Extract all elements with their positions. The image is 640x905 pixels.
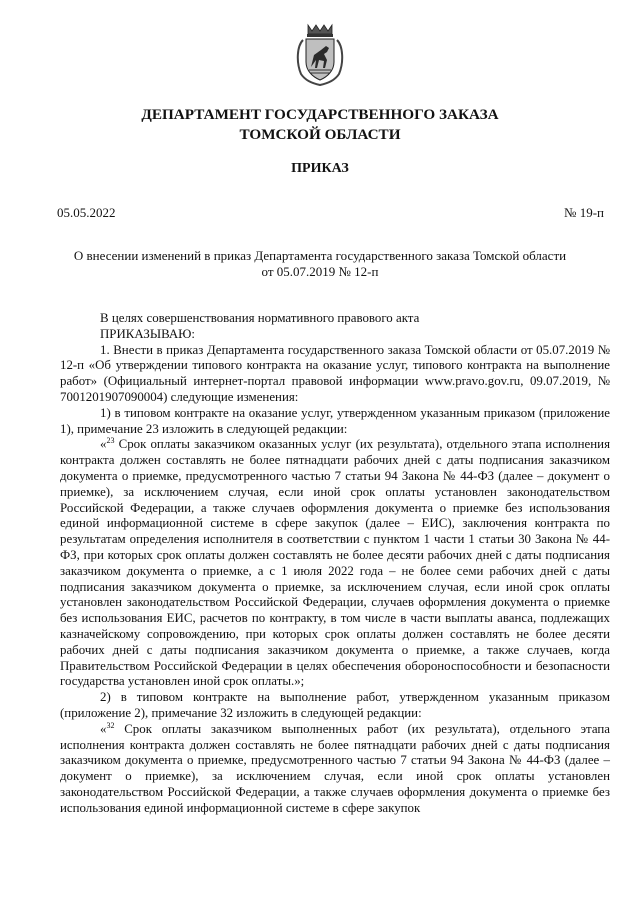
preamble: В целях совершенствования нормативного правового акта: [100, 311, 420, 325]
note-number: 32: [106, 720, 115, 730]
subject-line2: от 05.07.2019 № 12-п: [261, 264, 379, 279]
department-name-line2: ТОМСКОЙ ОБЛАСТИ: [239, 126, 401, 143]
item-1: 1. Внести в приказ Департамента государственного заказа Томской области от 05.07.2019 № 12-п «Об утверждении типового контракта на оказание услуг, типового контракта на выполнение работ» (Официальный интернет-портал правовой информации www.pravo.gov.ru, 09.07.2019, № 7001201907090004) следующие изменения:: [60, 342, 610, 404]
department-name-line1: ДЕПАРТАМЕНТ ГОСУДАРСТВЕННОГО ЗАКАЗА: [141, 106, 499, 123]
subitem-1: 1) в типовом контракте на оказание услуг, утвержденном указанным приказом (приложение 1), примечание 23 изложить в следующей редакции:: [60, 405, 610, 436]
quote-note-32: [60, 722, 610, 817]
tomsk-region-coat-of-arms-icon: [291, 22, 349, 86]
order-word: ПРИКАЗЫВАЮ:: [100, 326, 195, 341]
order-date: 05.05.2022: [57, 205, 116, 220]
note-number: 23: [106, 436, 115, 446]
quote-open: «: [100, 721, 107, 736]
subject-line1: О внесении изменений в приказ Департамента государственного заказа Томской области: [73, 248, 567, 263]
quote-text: Срок оплаты заказчиком оказанных услуг (их результата), отдельного этапа исполнения контракта должен составлять не более пятнадцати рабочих дней с даты подписания заказчиком документа о приемке, предусмотренного частью 7 статьи 94 Закона № 44-ФЗ (далее – документ о приемке), за исключением случая, если иной срок оплаты установлен законодательством Российской Федерации, а также случаев оформления документа о приемке без использования единой информационной системе в сфере закупок (далее – ЕИС), заключения контракта по результатам определения исполнителя в соответствии с пунктом 1 части 1 статьи 30 Закона № 44-ФЗ, при которых срок оплаты должен составлять не более десяти рабочих дней с даты подписания заказчиком документа о приемке, а с 1 июля 2022 года – не более семи рабочих дней с даты подписания заказчиком документа о приемке, за исключением случая, если иной срок оплаты установлен законодательством Российской Федерации, случаев оформления документа о приемке без использования ЕИС, расчетов по контракту, в том числе в части выплаты аванса, подлежащих казначейскому сопровождению, при которых срок оплаты должен составлять не более десяти рабочих дней с даты подписания заказчиком документа о приемке, а также случаев, когда Правительством Российской Федерации в целях обеспечения обороноспособности и безопасности государства установлен иной срок оплаты.»;: [60, 437, 610, 689]
order-number: № 19-п: [564, 205, 604, 220]
quote-text: Срок оплаты заказчиком выполненных работ (их результата), отдельного этапа исполнения контракта должен составлять не более пятнадцати рабочих дней с даты подписания заказчиком документа о приемке, предусмотренного частью 7 статьи 94 Закона № 44-ФЗ (далее – документ о приемке), за исключением случая, если иной срок оплаты установлен законодательством Российской Федерации, а также случаев оформления документа о приемке без использования единой информационной системе в сфере закупок: [60, 721, 610, 815]
document-type-title: ПРИКАЗ: [291, 161, 349, 176]
order-body: [60, 311, 610, 817]
quote-open: «: [100, 437, 107, 452]
subitem-2: 2) в типовом контракте на выполнение работ, утвержденном указанным приказом (приложение 2), примечание 32 изложить в следующей редакции:: [60, 690, 610, 720]
quote-note-23: [60, 437, 610, 690]
